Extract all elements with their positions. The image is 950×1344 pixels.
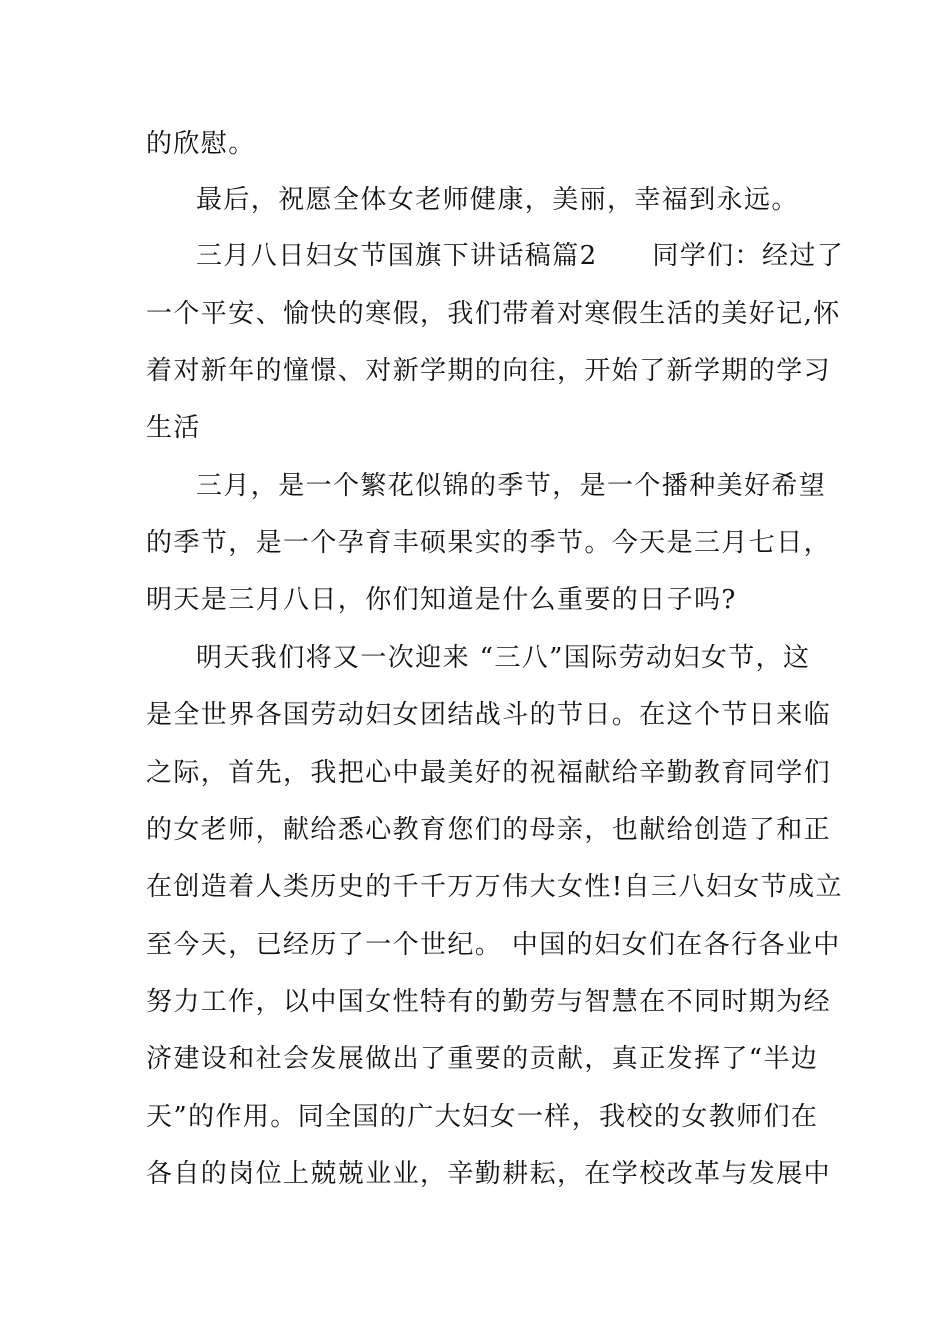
text-line: 着对新年的憧憬、对新学期的向往，开始了新学期的学习 (146, 356, 832, 386)
section-heading-line: 三月八日妇女节国旗下讲话稿篇2 同学们：经过了 (196, 241, 845, 271)
paragraph-start: 三月，是一个繁花似锦的季节，是一个播种美好希望 (196, 471, 827, 501)
paragraph-start: 明天我们将又一次迎来 “三八”国际劳动妇女节，这 (196, 643, 811, 673)
text-line: 是全世界各国劳动妇女团结战斗的节日。在这个节日来临 (146, 700, 832, 730)
text-line: 的季节，是一个孕育丰硕果实的季节。今天是三月七日， (146, 528, 832, 558)
text-line: 至今天，已经历了一个世纪。 中国的妇女们在各行各业中 (146, 930, 841, 960)
text-line: 的女老师，献给悉心教育您们的母亲，也献给创造了和正 (146, 815, 832, 845)
text-line: 的欣慰。 (146, 129, 256, 159)
text-line: 各自的岗位上兢兢业业，辛勤耕耘，在学校改革与发展中 (146, 1159, 832, 1189)
text-line: 在创造着人类历史的千千万万伟大女性!自三八妇女节成立 (146, 872, 843, 902)
text-line: 努力工作，以中国女性特有的勤劳与智慧在不同时期为经 (146, 987, 832, 1017)
text-line: 天”的作用。同全国的广大妇女一样，我校的女教师们在 (146, 1102, 819, 1132)
closing-paragraph: 最后，祝愿全体女老师健康，美丽，幸福到永远。 (196, 185, 799, 215)
text-line: 之际，首先，我把心中最美好的祝福献给辛勤教育同学们 (146, 758, 832, 788)
text-line: 一个平安、愉快的寒假，我们带着对寒假生活的美好记,怀 (146, 299, 841, 329)
text-line: 生活 (146, 413, 201, 443)
text-line: 明天是三月八日，你们知道是什么重要的日子吗? (146, 585, 737, 615)
text-line: 济建设和社会发展做出了重要的贡献，真正发挥了“半边 (146, 1044, 819, 1074)
